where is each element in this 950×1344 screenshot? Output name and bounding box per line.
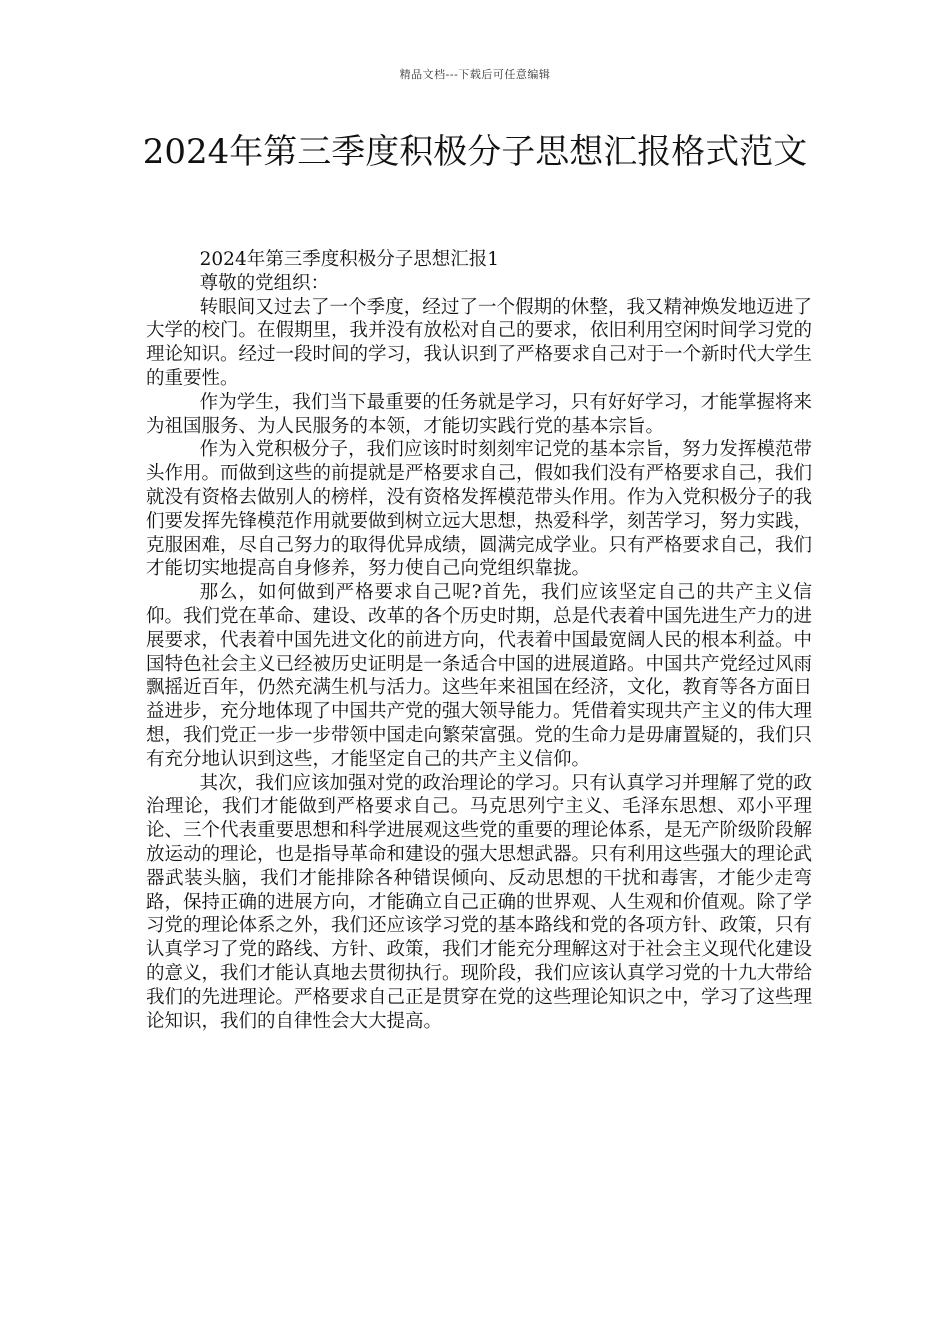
salutation-line: 尊敬的党组织： xyxy=(199,272,330,294)
paragraph: 转眼间又过去了一个季度，经过了一个假期的休整，我又精神焕发地迈进了大学的校门。在假期里，我并没有放松对自己的要求，依旧利用空闲时间学习党的理论知识。经过一段时间的学习，我认识到了严格要求自己对于一个新时代大学生的重要性。 xyxy=(146,296,813,389)
paragraph: 那么，如何做到严格要求自己呢?首先，我们应该坚定自己的共产主义信仰。我们党在革命、建设、改革的各个历史时期，总是代表着中国先进生产力的进展要求，代表着中国先进文化的前进方向，代表着中国最宽阔人民的根本利益。中国特色社会主义已经被历史证明是一条适合中国的进展道路。中国共产党经过风雨飘摇近百年，仍然充满生机与活力。这些年来祖国在经济，文化，教育等各方面日益进步，充分地体现了中国共产党的强大领导能力。凭借着实现共产主义的伟大理想，我们党正一步一步带领中国走向繁荣富强。党的生命力是毋庸置疑的，我们只有充分地认识到这些，才能坚定自己的共产主义信仰。 xyxy=(146,582,813,770)
paragraph: 作为入党积极分子，我们应该时时刻刻牢记党的基本宗旨，努力发挥模范带头作用。而做到这些的前提就是严格要求自己，假如我们没有严格要求自己，我们就没有资格去做别人的榜样，没有资格发挥模范带头作用。作为入党积极分子的我们要发挥先锋模范作用就要做到树立远大思想，热爱科学，刻苦学习，努力实践，克服困难，尽自己努力的取得优异成绩，圆满完成学业。只有严格要求自己，我们才能切实地提高自身修养，努力使自己向党组织靠拢。 xyxy=(146,439,813,580)
document-body xyxy=(146,248,812,1033)
paragraph: 其次，我们应该加强对党的政治理论的学习。只有认真学习并理解了党的政治理论，我们才能做到严格要求自己。马克思列宁主义、毛泽东思想、邓小平理论、三个代表重要思想和科学进展观这些党的重要的理论体系，是无产阶级阶段解放运动的理论，也是指导革命和建设的强大思想武器。只有利用这些强大的理论武器武装头脑，我们才能排除各种错误倾向、反动思想的干扰和毒害，才能少走弯路，保持正确的进展方向，才能确立自己正确的世界观、人生观和价值观。除了学习党的理论体系之外，我们还应该学习党的基本路线和党的各项方针、政策，只有认真学习了党的路线、方针、政策，我们才能充分理解这对于社会主义现代化建设的意义，我们才能认真地去贯彻执行。现阶段，我们应该认真学习党的十九大带给我们的先进理论。严格要求自己正是贯穿在党的这些理论知识之中，学习了这些理论知识，我们的自律性会大大提高。 xyxy=(146,772,813,1032)
document-title: 2024年第三季度积极分子思想汇报格式范文 xyxy=(142,132,808,172)
paragraph: 作为学生，我们当下最重要的任务就是学习，只有好好学习，才能掌握将来为祖国服务、为人民服务的本领，才能切实践行党的基本宗旨。 xyxy=(146,391,812,437)
subtitle-line: 2024年第三季度积极分子思想汇报1 xyxy=(199,249,499,270)
header-note: 精品文档---下载后可任意编辑 xyxy=(399,68,551,81)
